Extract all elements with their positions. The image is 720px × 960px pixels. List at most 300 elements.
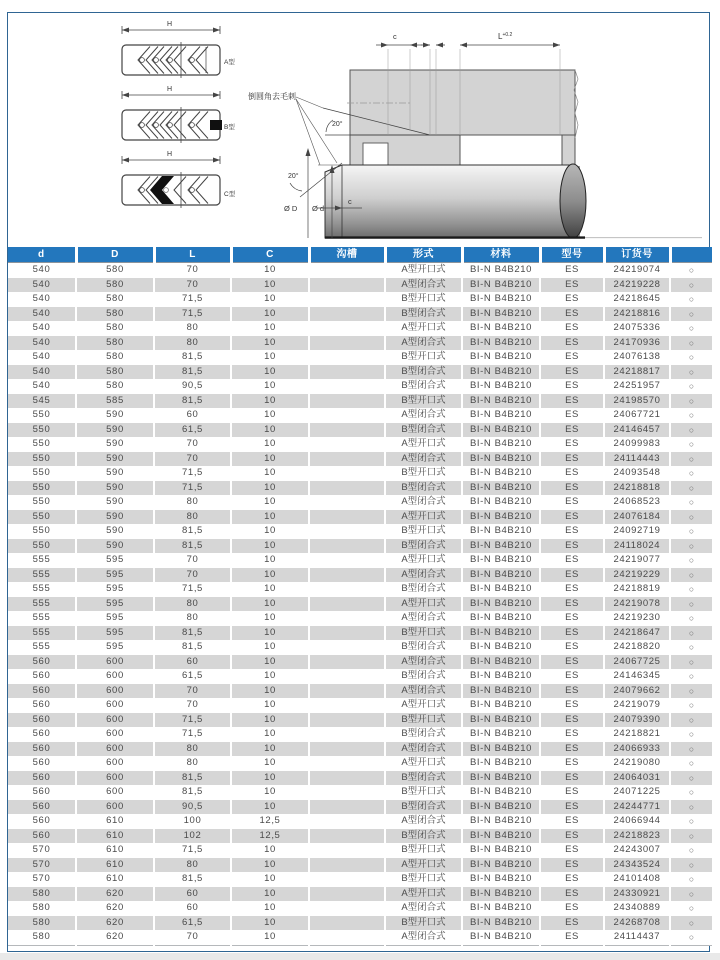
c-bottom-label: c (348, 197, 352, 206)
table-header (8, 247, 712, 263)
cell: 70 (154, 698, 231, 713)
cell: BI-N B4B210 (462, 336, 540, 351)
cell: ○ (670, 321, 712, 336)
cell: 10 (231, 597, 309, 612)
cell: 70 (154, 568, 231, 583)
cell (309, 872, 385, 887)
cell: ES (540, 452, 604, 467)
cell: 71,5 (154, 481, 231, 496)
cell: 555 (8, 582, 76, 597)
cell: 580 (76, 350, 154, 365)
cell (309, 365, 385, 380)
table-row (8, 756, 712, 771)
cell: 600 (76, 669, 154, 684)
table-row (8, 350, 712, 365)
cell: B型开口式 (385, 843, 462, 858)
cell: ES (540, 379, 604, 394)
cell: 24076184 (604, 510, 670, 525)
header-row (8, 247, 712, 263)
cell: 595 (76, 597, 154, 612)
cell: 580 (76, 292, 154, 307)
cell: 24218818 (604, 481, 670, 496)
cell: 24066933 (604, 742, 670, 757)
cell: BI-N B4B210 (462, 829, 540, 844)
cell (309, 713, 385, 728)
cell: 540 (8, 321, 76, 336)
cell: B型闭合式 (385, 365, 462, 380)
cell: 60 (154, 655, 231, 670)
cell: 10 (231, 611, 309, 626)
cell: 580 (76, 278, 154, 293)
cell: 10 (231, 408, 309, 423)
cell: 24067721 (604, 408, 670, 423)
cell: 550 (8, 495, 76, 510)
table-row (8, 872, 712, 887)
cell: ○ (670, 394, 712, 409)
cell: ○ (670, 771, 712, 786)
cell: 590 (76, 452, 154, 467)
cell: 24076138 (604, 350, 670, 365)
cell: 10 (231, 698, 309, 713)
cell (309, 539, 385, 554)
svg-text:L+0.2 (498, 32, 513, 41)
cell: 580 (76, 365, 154, 380)
cell: 600 (76, 756, 154, 771)
cell: A型开口式 (385, 756, 462, 771)
cell: 70 (154, 553, 231, 568)
cell: BI-N B4B210 (462, 568, 540, 583)
cell: 10 (231, 858, 309, 873)
cell: 80 (154, 858, 231, 873)
cell (309, 611, 385, 626)
cell: 10 (231, 887, 309, 902)
cell: 590 (76, 466, 154, 481)
cell: 540 (8, 292, 76, 307)
cell: 80 (154, 597, 231, 612)
cell: A型闭合式 (385, 901, 462, 916)
cell: 560 (8, 713, 76, 728)
cell: 590 (76, 408, 154, 423)
cell: ES (540, 829, 604, 844)
cell: 24079662 (604, 684, 670, 699)
cell: 540 (8, 307, 76, 322)
cell: 24114437 (604, 930, 670, 945)
cell: 24218816 (604, 307, 670, 322)
cell: 24340889 (604, 901, 670, 916)
cell: BI-N B4B210 (462, 800, 540, 815)
cell: ○ (670, 640, 712, 655)
cell: 580 (76, 263, 154, 278)
table-row (8, 727, 712, 742)
cell: 570 (8, 858, 76, 873)
cell: BI-N B4B210 (462, 669, 540, 684)
table-row (8, 307, 712, 322)
angle-top-label: 20° (332, 121, 343, 128)
table-row (8, 684, 712, 699)
cell: 600 (76, 742, 154, 757)
cell: 10 (231, 626, 309, 641)
cell: 590 (76, 423, 154, 438)
cell: 10 (231, 510, 309, 525)
cell: 24218645 (604, 292, 670, 307)
cell: 10 (231, 684, 309, 699)
cell: ES (540, 263, 604, 278)
cell: 24118024 (604, 539, 670, 554)
l-dim-tolerance: +0.2 (502, 32, 513, 38)
table-row (8, 481, 712, 496)
cell: BI-N B4B210 (462, 785, 540, 800)
table-row (8, 408, 712, 423)
cell: 80 (154, 510, 231, 525)
cell: ○ (670, 814, 712, 829)
column-header: 沟槽 (309, 247, 385, 263)
cell: 24218819 (604, 582, 670, 597)
cell (309, 278, 385, 293)
installation-diagram (240, 13, 718, 245)
table-row (8, 379, 712, 394)
cell: ES (540, 611, 604, 626)
cell: BI-N B4B210 (462, 553, 540, 568)
cell: ○ (670, 365, 712, 380)
table-row (8, 814, 712, 829)
cell: ES (540, 669, 604, 684)
cell: 10 (231, 669, 309, 684)
cell: BI-N B4B210 (462, 495, 540, 510)
cell: 580 (76, 307, 154, 322)
cell: 81,5 (154, 394, 231, 409)
cell: ES (540, 350, 604, 365)
table-row (8, 539, 712, 554)
cell: 10 (231, 713, 309, 728)
cell: ○ (670, 307, 712, 322)
cell: 80 (154, 321, 231, 336)
cell: ○ (670, 495, 712, 510)
cell: ○ (670, 408, 712, 423)
cell: ES (540, 916, 604, 931)
cell: 80 (154, 495, 231, 510)
cell: 595 (76, 582, 154, 597)
cell: 585 (76, 394, 154, 409)
dia-inner-label: Ø d (312, 204, 325, 213)
cell: 10 (231, 423, 309, 438)
cell: 70 (154, 263, 231, 278)
cell: B型开口式 (385, 872, 462, 887)
cell: 600 (76, 800, 154, 815)
cell: BI-N B4B210 (462, 872, 540, 887)
cell (309, 756, 385, 771)
cell: BI-N B4B210 (462, 858, 540, 873)
cell: ES (540, 408, 604, 423)
cell: 600 (76, 655, 154, 670)
cell: 24218817 (604, 365, 670, 380)
cell: 24244771 (604, 800, 670, 815)
cell (309, 742, 385, 757)
cell: ○ (670, 785, 712, 800)
cell: ES (540, 278, 604, 293)
cell: A型闭合式 (385, 336, 462, 351)
cell: 60 (154, 887, 231, 902)
column-header: 形式 (385, 247, 462, 263)
cell: ○ (670, 452, 712, 467)
cell: A型闭合式 (385, 495, 462, 510)
table-row (8, 611, 712, 626)
cell: 71,5 (154, 727, 231, 742)
cell (309, 814, 385, 829)
cell (309, 843, 385, 858)
cell: ○ (670, 597, 712, 612)
cell: BI-N B4B210 (462, 655, 540, 670)
table-row (8, 553, 712, 568)
cell: BI-N B4B210 (462, 640, 540, 655)
cell: ○ (670, 437, 712, 452)
cell: 555 (8, 553, 76, 568)
cell: BI-N B4B210 (462, 321, 540, 336)
type-b-label: B型 (224, 124, 235, 131)
cell (309, 524, 385, 539)
cell: 24343524 (604, 858, 670, 873)
cell: 24099983 (604, 437, 670, 452)
cell: 590 (76, 437, 154, 452)
cell: ES (540, 597, 604, 612)
cell: 10 (231, 916, 309, 931)
cell (309, 829, 385, 844)
cell: ES (540, 684, 604, 699)
cell: 10 (231, 727, 309, 742)
cell: ES (540, 930, 604, 945)
cell: ○ (670, 510, 712, 525)
cell: ○ (670, 742, 712, 757)
cell (309, 437, 385, 452)
cell: ES (540, 887, 604, 902)
table-body (8, 263, 712, 946)
cell: 71,5 (154, 307, 231, 322)
cell: ES (540, 901, 604, 916)
cell: ○ (670, 829, 712, 844)
cell: BI-N B4B210 (462, 684, 540, 699)
cell: 10 (231, 582, 309, 597)
cell (309, 901, 385, 916)
cell: 10 (231, 568, 309, 583)
cell: ES (540, 553, 604, 568)
cell: 10 (231, 901, 309, 916)
cell: 24075336 (604, 321, 670, 336)
cell: ES (540, 872, 604, 887)
table-row (8, 887, 712, 902)
cell: ES (540, 713, 604, 728)
column-header: D (76, 247, 154, 263)
cell: 60 (154, 901, 231, 916)
cell: B型闭合式 (385, 640, 462, 655)
cell (309, 423, 385, 438)
housing-notch (363, 143, 388, 165)
cell: ES (540, 785, 604, 800)
cell: ES (540, 510, 604, 525)
cell: ES (540, 742, 604, 757)
cell: 560 (8, 771, 76, 786)
cell: 10 (231, 539, 309, 554)
cell: BI-N B4B210 (462, 597, 540, 612)
cell: B型开口式 (385, 350, 462, 365)
cell: BI-N B4B210 (462, 814, 540, 829)
cell: 595 (76, 568, 154, 583)
cell: 24064031 (604, 771, 670, 786)
cell (309, 495, 385, 510)
cell: BI-N B4B210 (462, 901, 540, 916)
cell: 540 (8, 365, 76, 380)
cell: 10 (231, 771, 309, 786)
cell: 555 (8, 597, 76, 612)
table-row (8, 321, 712, 336)
cell: ○ (670, 698, 712, 713)
cell: 81,5 (154, 785, 231, 800)
cell: B型开口式 (385, 626, 462, 641)
cell: 560 (8, 655, 76, 670)
cell: 580 (76, 321, 154, 336)
cell: A型闭合式 (385, 611, 462, 626)
cell: 12,5 (231, 814, 309, 829)
cell: A型闭合式 (385, 452, 462, 467)
housing-right-strip (562, 135, 575, 165)
cell: 24219228 (604, 278, 670, 293)
cell: B型闭合式 (385, 727, 462, 742)
cell (309, 336, 385, 351)
cell (309, 582, 385, 597)
cell: 580 (76, 379, 154, 394)
cell: 24243007 (604, 843, 670, 858)
table-row (8, 495, 712, 510)
cell: ○ (670, 756, 712, 771)
cell: ○ (670, 379, 712, 394)
cell: BI-N B4B210 (462, 510, 540, 525)
c-top-label: c (393, 32, 397, 41)
cell: ○ (670, 858, 712, 873)
cell: 61,5 (154, 669, 231, 684)
cell: ES (540, 495, 604, 510)
cell: ○ (670, 292, 712, 307)
cell: 10 (231, 365, 309, 380)
cell: 550 (8, 408, 76, 423)
cell: A型开口式 (385, 553, 462, 568)
table-row (8, 510, 712, 525)
cell (309, 887, 385, 902)
table-row (8, 292, 712, 307)
cell (309, 597, 385, 612)
cell: BI-N B4B210 (462, 713, 540, 728)
cell: 555 (8, 640, 76, 655)
cell: 90,5 (154, 379, 231, 394)
cell: BI-N B4B210 (462, 379, 540, 394)
cell: B型闭合式 (385, 800, 462, 815)
cell: 10 (231, 756, 309, 771)
cell: 10 (231, 640, 309, 655)
cell: 80 (154, 742, 231, 757)
cell: ○ (670, 466, 712, 481)
table-row (8, 524, 712, 539)
column-header: 订货号 (604, 247, 670, 263)
cell: A型闭合式 (385, 568, 462, 583)
cell (309, 916, 385, 931)
cell: ES (540, 756, 604, 771)
column-header: 型号 (540, 247, 604, 263)
rod-body (325, 165, 575, 238)
cell: 560 (8, 800, 76, 815)
cell: 24268708 (604, 916, 670, 931)
cell: 71,5 (154, 843, 231, 858)
table-row (8, 452, 712, 467)
cell (309, 292, 385, 307)
cell: 10 (231, 350, 309, 365)
cell: 61,5 (154, 916, 231, 931)
cell: 540 (8, 350, 76, 365)
cell: 555 (8, 568, 76, 583)
cell: A型开口式 (385, 597, 462, 612)
cell (309, 858, 385, 873)
cell: B型闭合式 (385, 829, 462, 844)
seal-profile-diagram (85, 15, 255, 230)
table-row (8, 437, 712, 452)
cell: B型闭合式 (385, 582, 462, 597)
cell: BI-N B4B210 (462, 611, 540, 626)
table-row (8, 640, 712, 655)
cell: BI-N B4B210 (462, 582, 540, 597)
cell: 24067725 (604, 655, 670, 670)
chamfer-note: 倒圆角去毛刺 (248, 92, 296, 101)
cell: 80 (154, 336, 231, 351)
cell (309, 510, 385, 525)
table-row (8, 278, 712, 293)
cell: 80 (154, 611, 231, 626)
cell: ES (540, 524, 604, 539)
cell: B型开口式 (385, 292, 462, 307)
cell: 24066944 (604, 814, 670, 829)
cell: 70 (154, 684, 231, 699)
cell (309, 350, 385, 365)
cell: 610 (76, 858, 154, 873)
type-c-label: C型 (224, 191, 236, 198)
dimension-dia-D (284, 148, 311, 238)
cell: ○ (670, 887, 712, 902)
cell: 595 (76, 626, 154, 641)
support-ring-black (210, 120, 222, 130)
cell: ○ (670, 539, 712, 554)
cell: 81,5 (154, 872, 231, 887)
cell: ○ (670, 872, 712, 887)
cell: 24198570 (604, 394, 670, 409)
cell: 24219074 (604, 263, 670, 278)
cell: 102 (154, 829, 231, 844)
cell (309, 408, 385, 423)
column-header: L (154, 247, 231, 263)
cell: 24101408 (604, 872, 670, 887)
table-row (8, 785, 712, 800)
cell: 24219230 (604, 611, 670, 626)
cell: ES (540, 858, 604, 873)
cell: ○ (670, 524, 712, 539)
cell: BI-N B4B210 (462, 408, 540, 423)
angle-bottom-label: 20° (288, 173, 299, 180)
cell: 10 (231, 481, 309, 496)
cell: 580 (76, 336, 154, 351)
cell: BI-N B4B210 (462, 916, 540, 931)
cell: ES (540, 466, 604, 481)
cell: 560 (8, 669, 76, 684)
cell: ES (540, 292, 604, 307)
cell (309, 684, 385, 699)
table-row (8, 626, 712, 641)
cell: 24219229 (604, 568, 670, 583)
cell: 590 (76, 481, 154, 496)
cell: 580 (8, 916, 76, 931)
